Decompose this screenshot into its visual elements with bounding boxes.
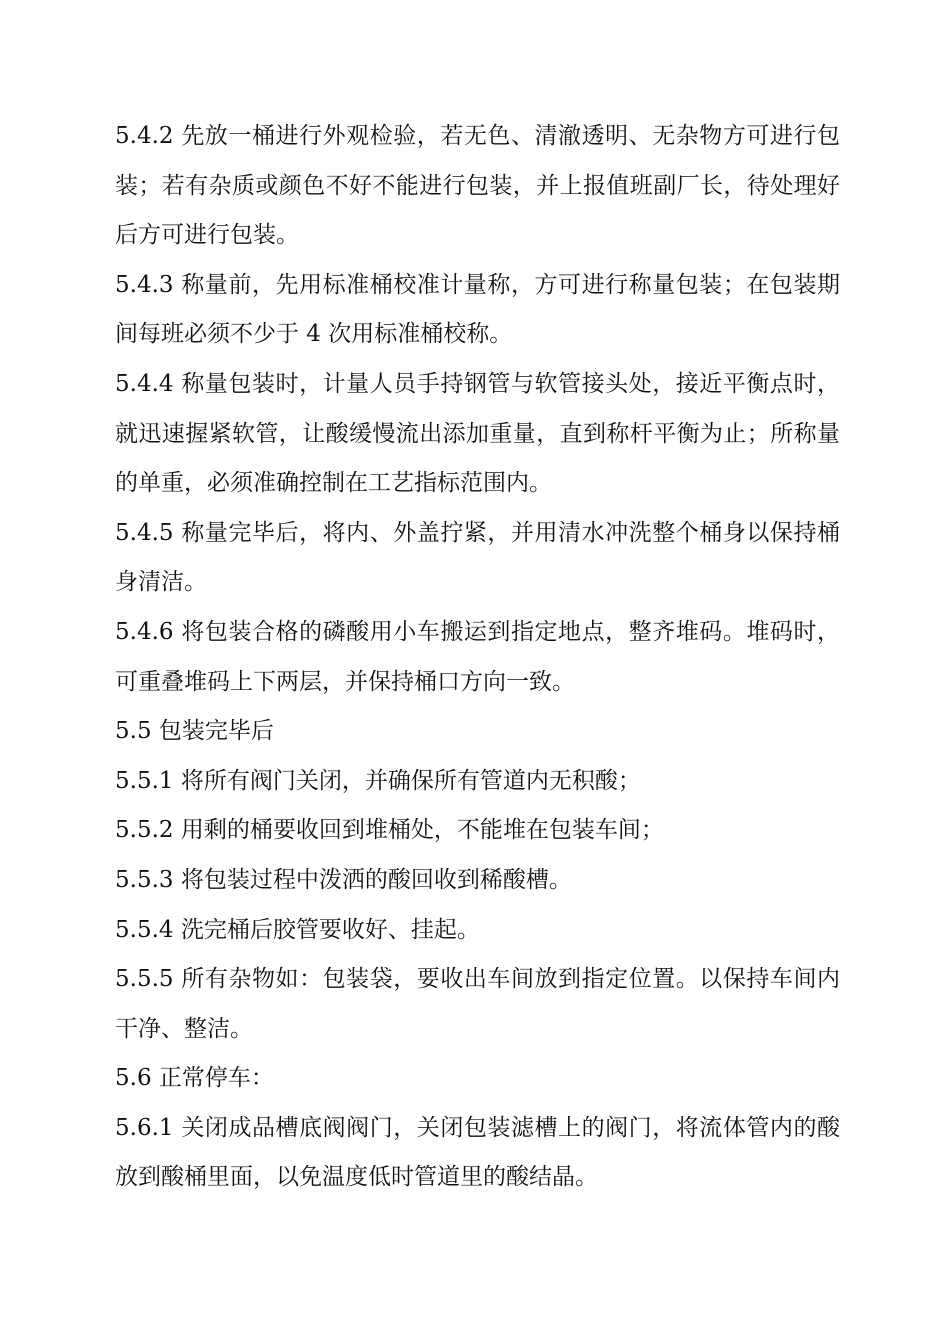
section-heading-5-6: 5.6 正常停车：: [115, 1065, 274, 1092]
paragraph-5-4-6: 5.4.6 将包装合格的磷酸用小车搬运到指定地点，整齐堆码。堆码时，可重叠堆码上下两层，并保持桶口方向一致。: [115, 618, 840, 695]
paragraph-5-4-3: 5.4.3 称量前，先用标准桶校准计量称，方可进行称量包装；在包装期间每班必须不少于 4 次用标准桶校称。: [115, 271, 840, 348]
paragraph-5-5-4: 5.5.4 洗完桶后胶管要收好、挂起。: [115, 916, 480, 943]
paragraph-5-5-2: 5.5.2 用剩的桶要收回到堆桶处，不能堆在包装车间；: [115, 817, 664, 844]
paragraph-5-5-3: 5.5.3 将包装过程中泼洒的酸回收到稀酸槽。: [115, 866, 572, 893]
paragraph-5-5-1: 5.5.1 将所有阀门关闭，并确保所有管道内无积酸；: [115, 767, 641, 794]
document-body: [115, 112, 840, 1203]
paragraph-5-4-4: 5.4.4 称量包装时，计量人员手持钢管与软管接头处，接近平衡点时，就迅速握紧软管，让酸缓慢流出添加重量，直到称杆平衡为止；所称量的单重，必须准确控制在工艺指标范围内。: [115, 370, 840, 497]
section-heading-5-5: 5.5 包装完毕后: [115, 718, 274, 745]
paragraph-5-6-1: 5.6.1 关闭成品槽底阀阀门，关闭包装滤槽上的阀门，将流体管内的酸放到酸桶里面，以免温度低时管道里的酸结晶。: [115, 1114, 840, 1191]
paragraph-5-5-5: 5.5.5 所有杂物如：包装袋，要收出车间放到指定位置。以保持车间内干净、整洁。: [115, 966, 840, 1042]
paragraph-5-4-2: 5.4.2 先放一桶进行外观检验，若无色、清澈透明、无杂物方可进行包装；若有杂质或颜色不好不能进行包装，并上报值班副厂长，待处理好后方可进行包装。: [115, 123, 840, 249]
paragraph-5-4-5: 5.4.5 称量完毕后，将内、外盖拧紧，并用清水冲洗整个桶身以保持桶身清洁。: [115, 519, 840, 596]
